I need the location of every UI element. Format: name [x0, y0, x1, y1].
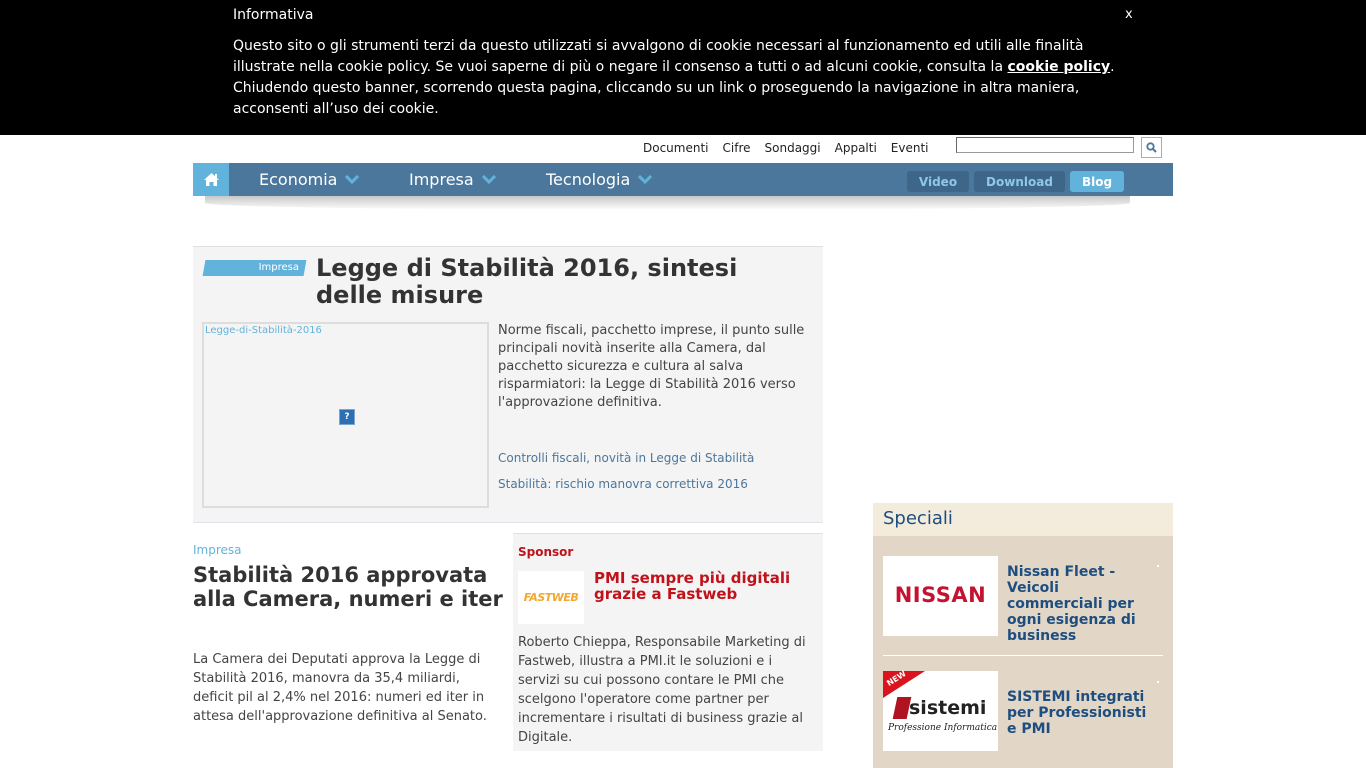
- top-link-eventi[interactable]: Eventi: [890, 141, 929, 155]
- blog-button[interactable]: Blog: [1070, 171, 1124, 192]
- article-description: La Camera dei Deputati approva la Legge di Stabilità 2016, manovra da 35,4 miliardi, deficit pil al 2,4% nel 2016: numeri ed iter in attesa dell'approvazione definitiva al Senato.: [193, 652, 487, 724]
- speciali-title: Speciali: [873, 503, 1173, 536]
- image-alt-text: Legge-di-Stabilità-2016: [205, 325, 322, 336]
- speciali-item-title[interactable]: Nissan Fleet - Veicoli commerciali per ogni esigenza di business: [1007, 564, 1136, 644]
- sistemi-logo-text: sistemi: [909, 697, 987, 719]
- category-tag[interactable]: [203, 260, 307, 276]
- speciali-box: [873, 503, 1173, 768]
- nav-item-economia[interactable]: [259, 163, 359, 196]
- nav-item-label: Impresa: [409, 170, 474, 189]
- featured-article: [193, 246, 823, 523]
- cookie-text-part2: . Chiudendo questo banner, scorrendo questa pagina, cliccando su un link o proseguendo la navigazione in altra maniera, acconsenti all’uso dei cookie.: [233, 59, 1115, 117]
- nissan-logo[interactable]: [883, 556, 998, 636]
- nav-item-label: Economia: [259, 170, 338, 189]
- featured-image[interactable]: [202, 322, 489, 508]
- search-icon: [1146, 142, 1157, 153]
- article-title[interactable]: Stabilità 2016 approvata alla Camera, numeri e iter: [193, 563, 503, 611]
- sponsor-label: Sponsor: [518, 545, 574, 559]
- search-button[interactable]: [1141, 137, 1162, 158]
- fastweb-logo[interactable]: FASTWEB: [518, 571, 584, 624]
- featured-description: Norme fiscali, pacchetto imprese, il punto sulle principali novità inserite alla Camera, dal pacchetto sicurezza e cultura al salva risparmiatori: la Legge di Stabilità 2016 verso l'approvazione definitiva.: [498, 323, 805, 410]
- home-button[interactable]: [193, 163, 229, 196]
- category-tag-label: Impresa: [258, 262, 299, 273]
- related-link[interactable]: Controlli fiscali, novità in Legge di Stabilità: [498, 451, 755, 465]
- new-badge-text: NEW: [885, 669, 908, 688]
- top-links: [643, 141, 929, 155]
- top-link-cifre[interactable]: Cifre: [722, 141, 751, 155]
- sistemi-logo[interactable]: [883, 671, 998, 751]
- sponsor-title[interactable]: PMI sempre più digitali grazie a Fastweb: [594, 569, 791, 603]
- main-nav: [193, 163, 1173, 196]
- broken-image-icon: ?: [339, 409, 355, 425]
- decorative-dot: [1157, 681, 1159, 683]
- nissan-logo-text: NISSAN: [894, 583, 987, 607]
- chevron-down-icon: [345, 175, 359, 184]
- video-button[interactable]: Video: [907, 171, 969, 192]
- speciali-item-nissan[interactable]: [883, 556, 1163, 644]
- home-icon: [203, 172, 220, 187]
- cookie-banner: [0, 0, 1366, 135]
- divider: [883, 655, 1163, 656]
- cookie-close-button[interactable]: x: [1125, 7, 1133, 22]
- related-link[interactable]: Stabilità: rischio manovra correttiva 2016: [498, 477, 748, 491]
- chevron-down-icon: [638, 175, 652, 184]
- cookie-policy-link[interactable]: cookie policy: [1007, 59, 1111, 75]
- featured-title[interactable]: Legge di Stabilità 2016, sintesi delle misure: [316, 254, 738, 309]
- nav-item-impresa[interactable]: [409, 163, 496, 196]
- nav-shadow: [205, 196, 1130, 210]
- decorative-dot: [1157, 565, 1159, 567]
- nav-item-tecnologia[interactable]: [546, 163, 652, 196]
- speciali-item-sistemi[interactable]: [883, 671, 1163, 751]
- nav-item-label: Tecnologia: [546, 170, 631, 189]
- download-button[interactable]: Download: [974, 171, 1065, 192]
- cookie-banner-title: Informativa: [233, 7, 314, 23]
- sponsor-description: Roberto Chieppa, Responsabile Marketing di Fastweb, illustra a PMI.it le soluzioni e i servizi su cui possono contare le PMI che scelgono l'operatore come partner per incrementare i risultati di business grazie al Digitale.: [518, 635, 806, 745]
- cookie-banner-text: [233, 36, 1123, 120]
- cookie-text-part1: Questo sito o gli strumenti terzi da questo utilizzati si avvalgono di cookie necessari al funzionamento ed utili alle finalità illustrate nella cookie policy. Se vuoi saperne di più o negare il consenso a tutti o ad alcuni cookie, consulta la: [233, 38, 1084, 75]
- article-category[interactable]: Impresa: [193, 543, 242, 557]
- sponsor-box: [513, 533, 823, 751]
- top-link-documenti[interactable]: Documenti: [643, 141, 709, 155]
- speciali-item-title[interactable]: SISTEMI integrati per Professionisti e PMI: [1007, 689, 1147, 737]
- top-link-appalti[interactable]: Appalti: [834, 141, 877, 155]
- chevron-down-icon: [482, 175, 496, 184]
- search-input[interactable]: [956, 137, 1134, 153]
- top-link-sondaggi[interactable]: Sondaggi: [764, 141, 821, 155]
- sistemi-logo-subtitle: Professione Informatica: [888, 723, 998, 733]
